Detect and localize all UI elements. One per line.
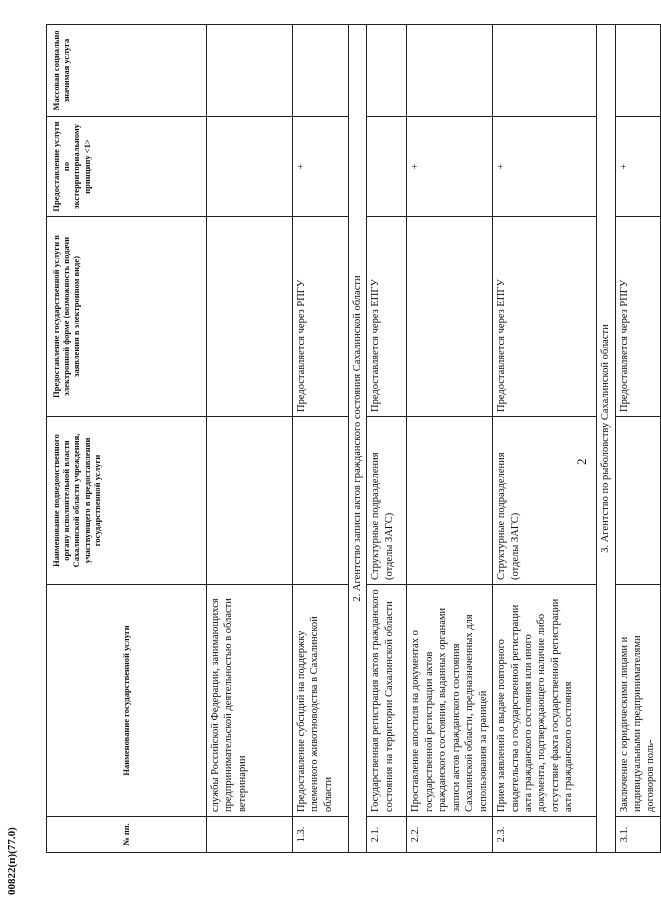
section-row bbox=[597, 25, 615, 853]
row-electronic bbox=[207, 217, 293, 417]
table-row bbox=[293, 25, 349, 853]
table-row bbox=[493, 25, 597, 853]
header-extraterritorial: Предоставление услуги по экстерриториальному принципу <1> bbox=[47, 117, 207, 217]
table-row bbox=[615, 25, 660, 853]
row-mass bbox=[207, 25, 293, 117]
row-service-name: Государственная регистрация актов гражданского состояния на территории Сахалинской области bbox=[367, 585, 407, 817]
row-organ: Структурные подразделения (отделы ЗАГС) bbox=[493, 417, 597, 585]
header-service-name: Наименование государственной услуги bbox=[47, 585, 207, 817]
row-service-name: Проставление апостиля на документах о государственной регистрации актов гражданского состояния, выданных органами записи актов гражданского состояния Сахалинской области, предназначенных для использования за границей bbox=[407, 585, 493, 817]
row-service-name: Предоставление субсидий на поддержку племенного животноводства в Сахалинской области bbox=[293, 585, 349, 817]
section-title-zags: 2. Агентство записи актов гражданского состояния Сахалинской области bbox=[349, 25, 367, 853]
row-electronic bbox=[407, 217, 493, 417]
header-electronic: Предоставление государственной услуги в электронной форме (возможность подачи заявления в электронном виде) bbox=[47, 217, 207, 417]
row-organ bbox=[207, 417, 293, 585]
row-extraterritorial bbox=[367, 117, 407, 217]
header-num: № пп. bbox=[47, 817, 207, 853]
row-mass bbox=[493, 25, 597, 117]
row-extraterritorial bbox=[207, 117, 293, 217]
table-row bbox=[207, 25, 293, 853]
row-organ: Структурные подразделения (отделы ЗАГС) bbox=[367, 417, 407, 585]
page-number: 2 bbox=[574, 458, 589, 465]
row-extraterritorial: + bbox=[407, 117, 493, 217]
row-mass bbox=[615, 25, 660, 117]
row-num: 2.1. bbox=[367, 817, 407, 853]
row-num: 1.3. bbox=[293, 817, 349, 853]
row-num: 2.3. bbox=[493, 817, 597, 853]
row-organ bbox=[407, 417, 493, 585]
section-row bbox=[349, 25, 367, 853]
row-electronic: Предоставляется через РПГУ bbox=[293, 217, 349, 417]
row-num: 2.2. bbox=[407, 817, 493, 853]
section-title-fishery: 3. Агентство по рыболовству Сахалинской области bbox=[597, 25, 615, 853]
row-service-name: службы Российской Федерации, занимающихся предпринимательской деятельностью в области ветеринарии bbox=[207, 585, 293, 817]
row-extraterritorial: + bbox=[293, 117, 349, 217]
row-num: 3.1. bbox=[615, 817, 660, 853]
row-organ bbox=[293, 417, 349, 585]
row-mass bbox=[407, 25, 493, 117]
row-extraterritorial: + bbox=[493, 117, 597, 217]
row-service-name: Заключение с юридическими лицами и индивидуальными предпринимателями договоров поль- bbox=[615, 585, 660, 817]
document-code: 00822(п)(77.0) bbox=[6, 827, 18, 895]
row-mass bbox=[293, 25, 349, 117]
row-electronic: Предоставляется через РПГУ bbox=[615, 217, 660, 417]
row-organ bbox=[615, 417, 660, 585]
services-table bbox=[46, 24, 661, 853]
row-num bbox=[207, 817, 293, 853]
table-row bbox=[367, 25, 407, 853]
header-mass: Массовая социально значимая услуга bbox=[47, 25, 207, 117]
row-electronic: Предоставляется через ЕПГУ bbox=[367, 217, 407, 417]
row-electronic: Предоставляется через ЕПГУ bbox=[493, 217, 597, 417]
header-organ: Наименование подведомственного органу исполнительной власти Сахалинской области учреждения, участвующего в предоставлении государственной услуги bbox=[47, 417, 207, 585]
row-extraterritorial: + bbox=[615, 117, 660, 217]
row-mass bbox=[367, 25, 407, 117]
table-row bbox=[407, 25, 493, 853]
row-service-name: Прием заявлений о выдаче повторного свидетельства о государственной регистрации акта гражданского состояния или иного документа, подтверждающего наличие либо отсутствие факта государственной регистрации акта гражданского состояния bbox=[493, 585, 597, 817]
table-header-row bbox=[47, 25, 207, 853]
